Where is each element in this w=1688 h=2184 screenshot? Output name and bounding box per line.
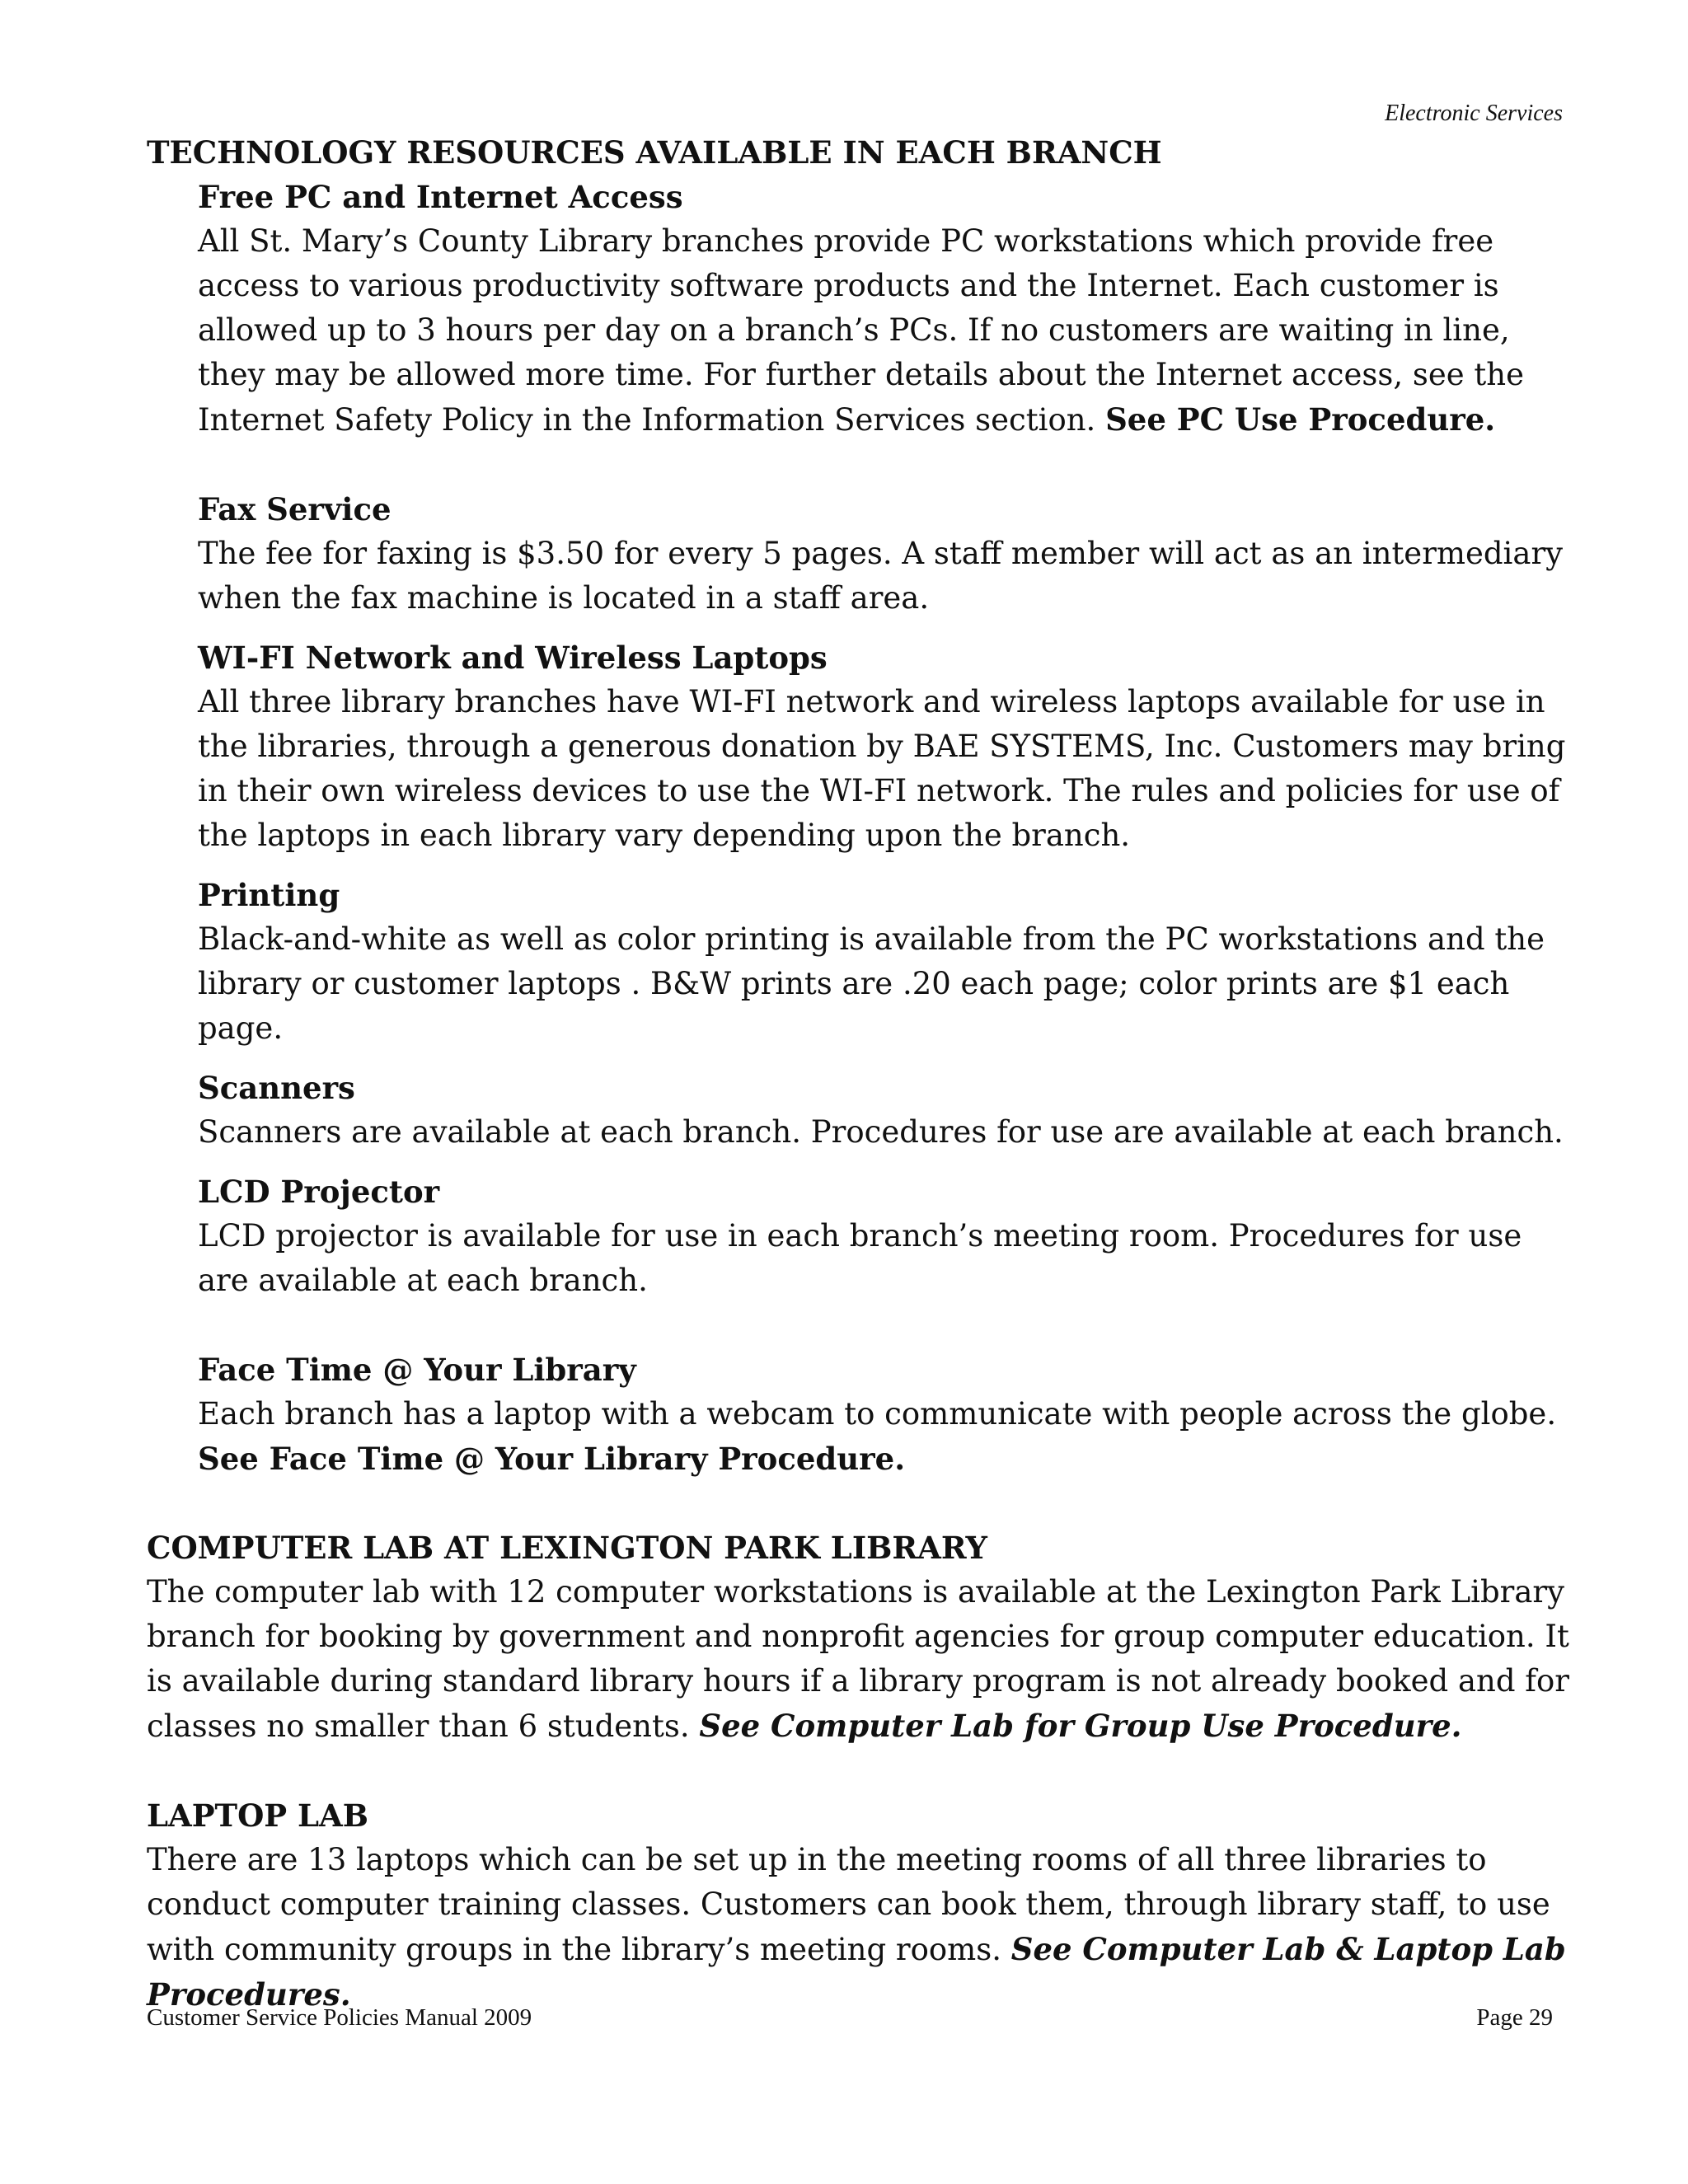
spacer xyxy=(198,1155,1581,1169)
paragraph-pc-access xyxy=(198,219,1581,443)
paragraph-lcd-projector: LCD projector is available for use in each branch’s meeting room. Procedures for use are available at each branch. xyxy=(198,1218,1522,1298)
section-title-laptop-lab: LAPTOP LAB xyxy=(147,1797,369,1834)
laptop-lab-procedure-reference: See Computer Lab & Laptop Lab Procedures. xyxy=(147,1931,1566,2013)
laptop-lab-body: There are 13 laptops which can be set up in the meeting rooms of all three libraries to conduct computer training classes. Customers can book them, through library staff, to use with community groups in the library’s meeting rooms. xyxy=(147,1842,1550,1967)
subsection-title-pc-access: Free PC and Internet Access xyxy=(198,179,683,215)
subsection-title-wifi: WI-FI Network and Wireless Laptops xyxy=(198,640,828,676)
spacer xyxy=(147,1481,1581,1526)
spacer xyxy=(198,1051,1581,1066)
section-title-technology-resources: TECHNOLOGY RESOURCES AVAILABLE IN EACH BRANCH xyxy=(147,134,1162,171)
subsection-title-printing: Printing xyxy=(198,877,340,913)
pc-procedure-reference: See PC Use Procedure. xyxy=(1105,401,1496,438)
face-time-procedure-reference: See Face Time @ Your Library Procedure. xyxy=(198,1441,906,1477)
technology-resources-subsections xyxy=(147,175,1581,1481)
computer-lab-body: The computer lab with 12 computer workstations is available at the Lexington Park Library branch for booking by government and nonprofit agencies for group computer education. It is available during standard library hours if a library program is not already booked and for classes no smaller than 6 students. xyxy=(147,1574,1569,1744)
paragraph-printing: Black-and-white as well as color printing is available from the PC workstations and the library or customer laptops . B&W prints are .20 each page; color prints are $1 each page. xyxy=(198,921,1545,1046)
paragraph-wifi: All three library branches have WI-FI network and wireless laptops available for use in the libraries, through a generous donation by BAE SYSTEMS, Inc. Customers may bring in their own wireless devices to use the WI-FI network. The rules and policies for use of the laptops in each library vary depending upon the branch. xyxy=(198,684,1566,853)
page-content xyxy=(147,130,1581,2018)
page-number: Page 29 xyxy=(1476,2004,1553,2031)
subsection-title-scanners: Scanners xyxy=(198,1070,355,1106)
paragraph-face-time: Each branch has a laptop with a webcam to communicate with people across the globe. xyxy=(198,1396,1557,1432)
spacer xyxy=(198,858,1581,873)
subsection-title-face-time: Face Time @ Your Library xyxy=(198,1352,636,1388)
section-title-computer-lab: COMPUTER LAB AT LEXINGTON PARK LIBRARY xyxy=(147,1530,987,1566)
spacer xyxy=(198,443,1581,487)
subsection-title-fax: Fax Service xyxy=(198,491,392,527)
subsection-title-lcd-projector: LCD Projector xyxy=(198,1174,440,1210)
footer-manual-title: Customer Service Policies Manual 2009 xyxy=(147,2004,532,2031)
page-footer xyxy=(147,2004,1553,2032)
paragraph-laptop-lab xyxy=(147,1838,1581,2018)
running-head: Electronic Services xyxy=(1385,101,1563,126)
paragraph-scanners: Scanners are available at each branch. Procedures for use are available at each branch. xyxy=(198,1114,1564,1150)
spacer xyxy=(198,1303,1581,1347)
pc-access-body: All St. Mary’s County Library branches provide PC workstations which provide free access to various productivity software products and the Internet. Each customer is allowed up to 3 hours per day on a branch’s PCs. If no customers are waiting in line, they may be allowed more time. For further details about the Internet access, see the Internet Safety Policy in the Information Services section. xyxy=(198,223,1525,438)
spacer xyxy=(198,621,1581,635)
paragraph-computer-lab xyxy=(147,1570,1581,1749)
paragraph-fax: The fee for faxing is $3.50 for every 5 pages. A staff member will act as an intermediary when the fax machine is located in a staff area. xyxy=(198,536,1564,616)
computer-lab-procedure-reference: See Computer Lab for Group Use Procedure. xyxy=(699,1708,1462,1744)
spacer xyxy=(147,1749,1581,1793)
